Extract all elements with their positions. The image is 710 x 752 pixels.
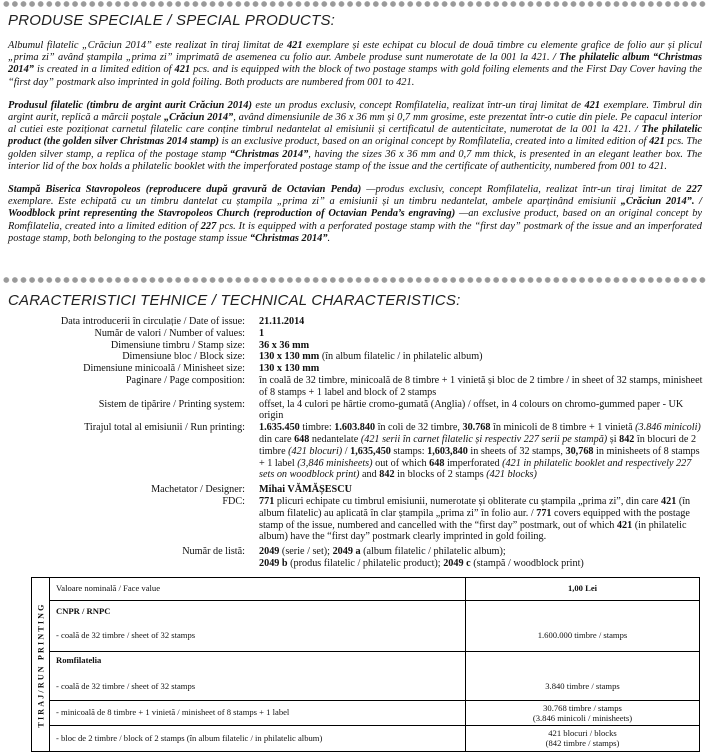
tech-value-run: / [342,445,351,457]
face-value-label: Valoare nominală / Face value [56,583,161,593]
tech-label: Dimensiune bloc / Block size: [122,351,245,363]
text-run: . [327,232,331,244]
tech-label: Tirajul total al emisiunii / Run printing: [84,422,245,434]
text-run: is an exclusive product, based on an original concept by Romfilatelia, created into a limited edition of [219,136,650,148]
text-run: / The philatelic album “Christmas 2014” [8,52,702,76]
block-value-stamps: (842 timbre / stamps) [545,738,620,748]
tech-value-run: covers equipped with the postage stamp of the issue, numbered and cancelled with the “first day” postmark, out of which [259,507,690,531]
paragraph-golden-silver-stamp [8,100,702,173]
romfilatelia-header: Romfilatelia [56,655,102,665]
tech-value-run: din care [259,433,295,445]
tech-value-run: (stampă / woodblock print) [470,557,584,569]
tech-label: Dimensiune minicoală / Minisheet size: [83,363,245,375]
text-run: 227 [686,184,702,196]
tech-value-run: 130 x 130 mm [259,351,320,363]
tech-value-run: (421 in philatelic booklet and respectively 227 sets on woodblock print) [259,457,692,481]
text-run: is created in a limited edition of [33,64,175,76]
tech-value-run: (421 blocuri) [288,445,343,457]
tech-value-run: 30.768 [462,422,491,434]
section-title-technical: CARACTERISTICI TEHNICE / TECHNICAL CHARACTERISTICS: [8,292,461,309]
text-run: Albumul filatelic „Crăciun 2014” este realizat în tiraj limitat de [8,40,287,51]
tech-value-run: (album filatelic / philatelic album); [360,546,506,558]
side-label-text: TIRAJ/RUN PRINTING [36,601,45,728]
tech-label: Data introducerii în circulație / Date of issue: [60,316,245,327]
special-products-text [8,40,702,256]
printing-side-label [32,578,50,751]
tech-value-run: (3.846 minicoli) [635,422,701,434]
tech-row [8,484,708,496]
tech-value-run: plicuri echipate cu timbrul emisiunii, numerotate și obliterate cu ștampila „prima zi”, din care [274,495,661,507]
cnpr-header: CNPR / RNPC [56,606,111,616]
text-run: Stampă Biserica Stavropoleos (reproducere după gravură de Octavian Penda) [8,184,362,196]
text-run: Produsul filatelic (timbru de argint aurit Crăciun 2014) [8,99,252,111]
tech-value-run: imperforated [444,457,503,469]
tech-value-run: 2049 a [332,546,361,558]
tech-value-run: 36 x 36 mm [259,339,310,351]
tech-value-run: Mihai VĂMĂȘESCU [259,484,352,496]
text-run: exemplare. Este echipată cu un timbru dantelat cu ștampila „prima zi” a emisiunii și un timbru nedantelat, ambele aparținând emisiunii [8,196,621,208]
text-run: exemplare. Timbrul din argint aurit, replică a mărcii poștale [8,99,702,124]
tech-value-run: 1,635,450 [350,445,391,457]
middle-dotted-divider [2,276,708,284]
tech-value-run: în coli de 32 timbre, [375,422,463,434]
block-label: - bloc de 2 timbre / block of 2 stamps (în album filatelic / in philatelic album) [56,733,323,743]
tech-value-run: 1.635.450 [259,422,300,434]
text-run: este un produs exclusiv, concept Romfilatelia, realizat într-un tiraj limitat de [251,99,585,111]
cnpr-sheet-label: - coală de 32 timbre / sheet of 32 stamps [56,630,196,640]
tech-value-run: 648 [429,457,445,469]
tech-label: Dimensiune timbru / Stamp size: [110,339,245,351]
text-run: “Christmas 2014” [229,148,309,160]
tech-value-run: timbre: [299,422,335,434]
tech-row [8,546,708,573]
block-value-blocks: 421 blocuri / blocks [548,728,617,738]
tech-value [259,316,708,328]
tech-value-run: nedantelate [309,433,361,445]
tech-value-run: 421 [616,519,633,531]
tech-value-run: 842 [379,469,395,481]
text-run: exemplare și este echipat cu blocul de două timbre cu elemente grafice de folio aur și plicul „prima zi” având ștampila „prima zi” imprimată de asemenea cu folio aur. Ambele produse sunt numerotate de la 001 la 421. [8,40,703,64]
tech-value [259,422,708,484]
tech-label: FDC: [222,495,245,507]
romfilatelia-sheet-value: 3.840 timbre / stamps [545,681,620,691]
tech-value-run: (3,846 minisheets) [297,457,373,469]
tech-value-run: in sheets of 32 stamps, [467,445,566,457]
tech-value [259,351,708,363]
face-value-row [50,578,699,601]
tech-value-run: out of which [372,457,430,469]
text-run: „Crăciun 2014”. / Woodblock print representing the Stavropoleos Church (reproduction of Octavian Penda’s engraving) [8,196,702,220]
tech-value-run: (produs filatelic / philatelic product); [287,557,444,569]
text-run: 421 [584,99,601,111]
romfilatelia-sheet-label: - coală de 32 timbre / sheet of 32 stamps [56,681,196,691]
technical-characteristics [8,316,708,573]
tech-row [8,399,708,423]
text-run: 227 [200,220,217,232]
text-run: , având dimensiunile de 36 x 36 mm și 0,7 mm grosime, este prezentat într-o cutie din piele. Pe capacul interior al cutiei este poziționat carnetul filatelic care conține timbrul nedantelat al emisiunii și certificatul de autenticitate, numerotat de la 001 la 421. [8,112,702,136]
tech-value-run: and [359,469,380,481]
block-row [50,726,699,751]
text-run: 421 [174,64,191,76]
tech-value-run: 21.11.2014 [259,316,305,327]
minisheet-row [50,701,699,726]
tech-value-run: 2049 b [259,557,288,569]
tech-row [8,496,708,546]
tech-label: Număr de valori / Number of values: [94,327,245,339]
minisheet-label: - minicoală de 8 timbre + 1 vinietă / minisheet of 8 stamps + 1 label [56,707,290,717]
text-run: „Crăciun 2014” [163,112,234,124]
tech-value [259,399,708,423]
cnpr-row [50,601,699,652]
text-run: —produs exclusiv, concept Romfilatelia, realizat într-un tiraj limitat de [361,184,687,196]
tech-row [8,328,708,340]
tech-value-run: in minisheets of 8 stamps + 1 label [259,445,700,469]
tech-value-run: in blocks of 2 stamps [394,469,487,481]
tech-label: Sistem de tipărire / Printing system: [98,398,245,410]
tech-value [259,484,708,496]
text-run: 421 [649,136,665,148]
tech-row [8,375,708,399]
tech-value-run: 842 [619,433,635,445]
text-run: pcs. It is equipped with a perforated postage stamp with the “first day” postmark of the issue and an imperforated postage stamp, both belonging to the postage stamp issue [8,220,702,244]
tech-value-run: 1 [259,327,265,339]
tech-value [259,328,708,340]
text-run: / The philatelic product (the golden silver Christmas 2014 stamp) [8,124,702,148]
tech-table [8,316,708,573]
tech-label: Număr de listă: [182,546,245,558]
romfilatelia-row [50,652,699,701]
minisheet-value-stamps: 30.768 timbre / stamps [543,703,622,713]
tech-value-run: 771 [536,507,552,519]
tech-row [8,316,708,328]
tech-value-run: în minicoli de 8 timbre + 1 vinietă [490,422,636,434]
tech-value-run: în blocuri de 2 timbre [259,433,697,457]
tech-value-run: (în album filatelic) au aplicată în clar ștampila „prima zi” în folio aur. / [259,495,691,519]
tech-value-run: 1,603,840 [427,445,468,457]
tech-row [8,351,708,363]
cnpr-sheet-value: 1.600.000 timbre / stamps [537,630,628,640]
text-run: —an exclusive product, based on an original concept by Romfilatelia, created into a limited edition of [8,208,702,232]
tech-label: Paginare / Page composition: [125,374,245,386]
text-run: , having the sizes 36 x 36 mm and 0,7 mm thick, is presented in an elegant leather box. The interior lid of the box holds a philatelic booklet with the imperforated postage stamp of the issue and the certificate of authenticity, numbered from 001 to 421. [8,148,702,172]
printing-table [31,577,700,752]
tech-value-run: 30,768 [565,445,594,457]
tech-value-run: 2049 c [443,557,471,569]
tech-value-run: 771 [259,495,275,507]
face-value: 1,00 Lei [567,583,598,593]
tech-value [259,496,708,546]
tech-value-run: offset, la 4 culori pe hârtie cromo-gumată (Anglia) / offset, in 4 colours on chromo-gummed paper - UK origin [259,398,684,422]
text-run: 421 [286,40,303,51]
tech-value [259,546,708,573]
tech-value-run: în coală de 32 timbre, minicoală de 8 timbre + 1 vinietă și bloc de 2 timbre / in sheet of 32 stamps, minisheet of 8 stamps + 1 label and block of 2 stamps [259,374,703,398]
tech-value-run: 130 x 130 mm [259,363,320,375]
tech-value-run: (serie / set); [279,546,333,558]
tech-value-run: stamps: [390,445,428,457]
tech-value-run: (în album filatelic / in philatelic album) [319,351,483,363]
tech-value-run: (in philatelic album) have the “first day” postmark clearly imprinted in gold foiling. [259,519,687,543]
tech-value-run: și [607,433,620,445]
paragraph-philatelic-album [8,40,702,89]
tech-value [259,340,708,352]
tech-row [8,340,708,352]
section-title-special-products: PRODUSE SPECIALE / SPECIAL PRODUCTS: [8,12,336,29]
tech-value [259,375,708,399]
tech-value-run: 421 [661,495,677,507]
text-run: pcs. The golden silver stamp, a replica of the postage stamp [8,136,702,160]
top-dotted-divider [2,0,708,8]
tech-label: Machetator / Designer: [151,484,245,496]
tech-value-run: (421 serii în carnet filatelic și respectiv 227 serii pe stampă) [360,433,608,445]
tech-row [8,422,708,484]
tech-value-run: 1.603.840 [334,422,376,434]
paragraph-woodblock-print [8,184,702,245]
minisheet-value-count: (3.846 minicoli / minisheets) [532,713,633,723]
tech-row [8,363,708,375]
tech-value-run: 648 [294,433,310,445]
tech-value-run: (421 blocks) [486,469,537,481]
text-run: “Christmas 2014” [249,232,328,244]
tech-value-run: 2049 [259,546,280,558]
tech-value [259,363,708,375]
text-run: pcs. and is equipped with the block of two postage stamps with gold foiling elements and the First Day Cover having the “first day” postmark also imprinted in gold foiling. Both products are numbered from 001 to 421. [8,64,702,88]
